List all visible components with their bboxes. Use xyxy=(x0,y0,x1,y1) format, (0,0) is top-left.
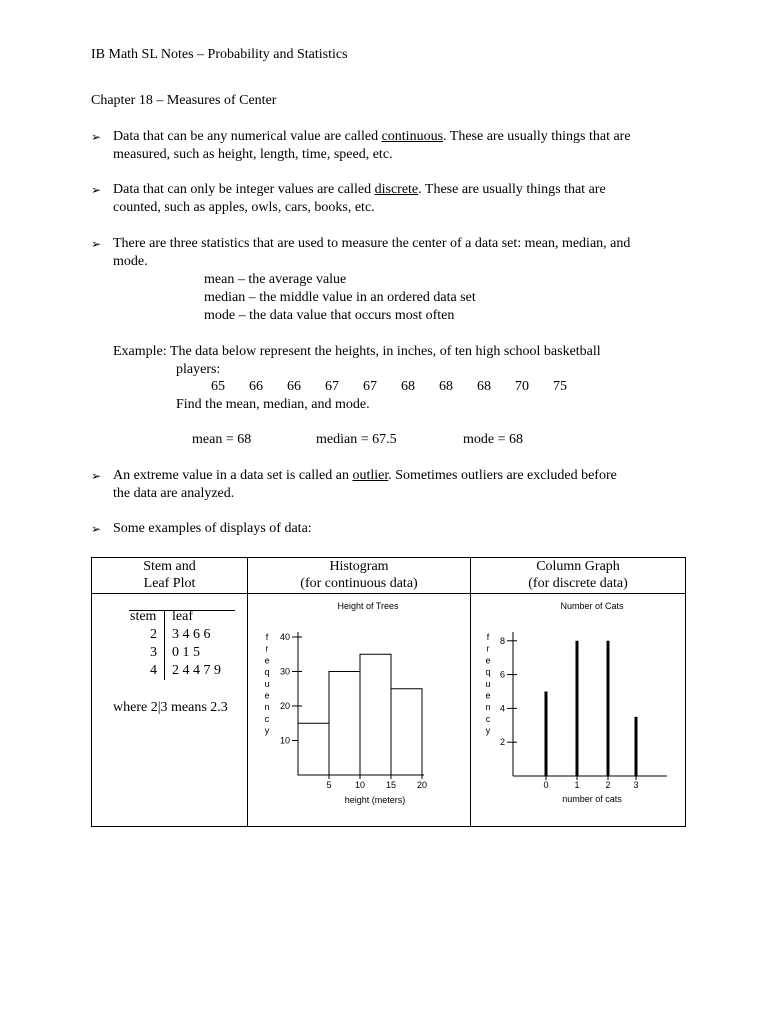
y-label-letter: y xyxy=(264,725,270,736)
answer-median: median = 67.5 xyxy=(316,432,397,447)
leaf-values: 2 4 4 7 9 xyxy=(172,663,221,678)
bullet-discrete: Data that can only be integer values are called discrete. These are usually things that are xyxy=(113,182,606,197)
x-tick-label: 20 xyxy=(416,780,428,790)
y-tick-label: 2 xyxy=(499,737,505,748)
y-label-letter: e xyxy=(264,655,270,666)
y-tick-label: 30 xyxy=(279,666,290,677)
stem-header: stem xyxy=(130,609,157,624)
y-label-letter: f xyxy=(265,632,269,642)
arrow-bullet-icon: ➢ xyxy=(91,522,102,536)
x-tick-label: 1 xyxy=(574,780,580,790)
data-value: 68 xyxy=(401,379,415,394)
arrow-bullet-icon: ➢ xyxy=(91,183,102,197)
bullet-outlier: An extreme value in a data set is called an outlier. Sometimes outliers are excluded before xyxy=(113,468,617,483)
example-line1: Example: The data below represent the heights, in inches, of ten high school basketball xyxy=(113,344,601,359)
data-value: 75 xyxy=(553,379,567,394)
definition-mean: mean – the average value xyxy=(204,272,347,287)
stem-leaf-cell xyxy=(92,594,248,827)
data-value: 67 xyxy=(363,379,377,394)
y-label-letter: e xyxy=(485,690,491,701)
histogram-bar xyxy=(360,654,391,775)
bullet-continuous: Data that can be any numerical value are called continuous. These are usually things that are xyxy=(113,129,631,144)
term-continuous: continuous xyxy=(381,129,444,144)
data-value: 70 xyxy=(515,379,529,394)
y-label-letter: u xyxy=(264,678,270,689)
arrow-bullet-icon: ➢ xyxy=(91,130,102,144)
leaf-header: leaf xyxy=(172,609,193,624)
y-label-letter: c xyxy=(485,713,491,724)
x-tick-label: 0 xyxy=(543,780,549,790)
y-label-letter: e xyxy=(264,690,270,701)
stem-leaf-header: Stem and Leaf Plot xyxy=(92,558,248,594)
x-tick-label: 15 xyxy=(385,780,397,790)
data-value: 68 xyxy=(477,379,491,394)
histogram-header: Histogram (for continuous data) xyxy=(248,558,471,594)
definition-mode: mode – the data value that occurs most often xyxy=(204,308,455,323)
stem-leaf-key: where 2|3 means 2.3 xyxy=(113,700,228,715)
answer-mode: mode = 68 xyxy=(463,432,523,447)
x-tick-label: 10 xyxy=(354,780,366,790)
arrow-bullet-icon: ➢ xyxy=(91,469,102,483)
histogram-bar xyxy=(329,672,360,776)
term-outlier: outlier xyxy=(352,468,389,483)
column-graph-y-label xyxy=(485,632,490,736)
column-graph-x-label: number of cats xyxy=(562,794,622,804)
x-tick-label: 5 xyxy=(326,780,332,790)
histogram-x-label: height (meters) xyxy=(344,795,406,805)
data-value: 67 xyxy=(325,379,339,394)
y-label-letter: u xyxy=(485,678,491,689)
histogram-bar xyxy=(391,689,422,775)
y-label-letter: q xyxy=(485,667,491,678)
y-label-letter: e xyxy=(485,655,491,666)
y-label-letter: q xyxy=(264,667,270,678)
histogram-bar xyxy=(298,723,329,775)
example-data-values xyxy=(211,378,591,396)
data-value: 68 xyxy=(439,379,453,394)
answer-mean: mean = 68 xyxy=(192,432,252,447)
y-label-letter: c xyxy=(264,713,270,724)
y-label-letter: r xyxy=(486,643,490,654)
bullet-center: There are three statistics that are used to measure the center of a data set: mean, median, and xyxy=(113,236,631,251)
histogram-y-label xyxy=(264,632,269,736)
histogram-cell xyxy=(248,594,471,827)
stem-value: 2 xyxy=(150,627,157,642)
bullet-displays: Some examples of displays of data: xyxy=(113,521,312,536)
column-graph-title: Number of Cats xyxy=(560,601,624,611)
bullet-outlier-line2: the data are analyzed. xyxy=(113,486,235,501)
bullet-center-line2: mode. xyxy=(113,254,148,269)
y-label-letter: n xyxy=(485,702,491,713)
chapter-title: Chapter 18 – Measures of Center xyxy=(91,93,277,108)
data-value: 65 xyxy=(211,379,225,394)
y-tick-label: 6 xyxy=(499,669,505,680)
y-label-letter: n xyxy=(264,702,270,713)
leaf-values: 3 4 6 6 xyxy=(172,627,211,642)
document-header: IB Math SL Notes – Probability and Statistics xyxy=(91,47,348,62)
stem-value: 3 xyxy=(150,645,157,660)
bullet-continuous-line2: measured, such as height, length, time, speed, etc. xyxy=(113,147,393,162)
y-label-letter: f xyxy=(486,632,490,642)
histogram-title: Height of Trees xyxy=(337,601,399,611)
data-value: 66 xyxy=(287,379,301,394)
y-tick-label: 4 xyxy=(499,703,505,714)
column-graph-cell xyxy=(471,594,686,827)
stem-value: 4 xyxy=(150,663,157,678)
y-tick-label: 20 xyxy=(279,701,290,711)
x-tick-label: 2 xyxy=(605,780,611,790)
leaf-values: 0 1 5 xyxy=(172,645,200,660)
y-label-letter: y xyxy=(485,725,491,736)
column-graph-header: Column Graph (for discrete data) xyxy=(471,558,686,594)
data-display-table xyxy=(91,557,686,827)
definition-median: median – the middle value in an ordered data set xyxy=(204,290,476,305)
stem-leaf-plot xyxy=(92,594,247,821)
term-discrete: discrete xyxy=(374,182,419,197)
example-prompt: Find the mean, median, and mode. xyxy=(176,397,370,412)
histogram-chart xyxy=(248,594,470,821)
example-line2: players: xyxy=(176,362,221,377)
y-label-letter: r xyxy=(265,643,269,654)
y-tick-label: 10 xyxy=(279,735,290,746)
x-tick-label: 3 xyxy=(633,780,639,790)
data-value: 66 xyxy=(249,379,263,394)
stem-leaf-divider xyxy=(164,610,165,680)
column-graph-chart xyxy=(471,594,685,821)
arrow-bullet-icon: ➢ xyxy=(91,237,102,251)
y-tick-label: 8 xyxy=(499,635,505,646)
y-tick-label: 40 xyxy=(279,632,290,642)
bullet-discrete-line2: counted, such as apples, owls, cars, books, etc. xyxy=(113,200,375,215)
